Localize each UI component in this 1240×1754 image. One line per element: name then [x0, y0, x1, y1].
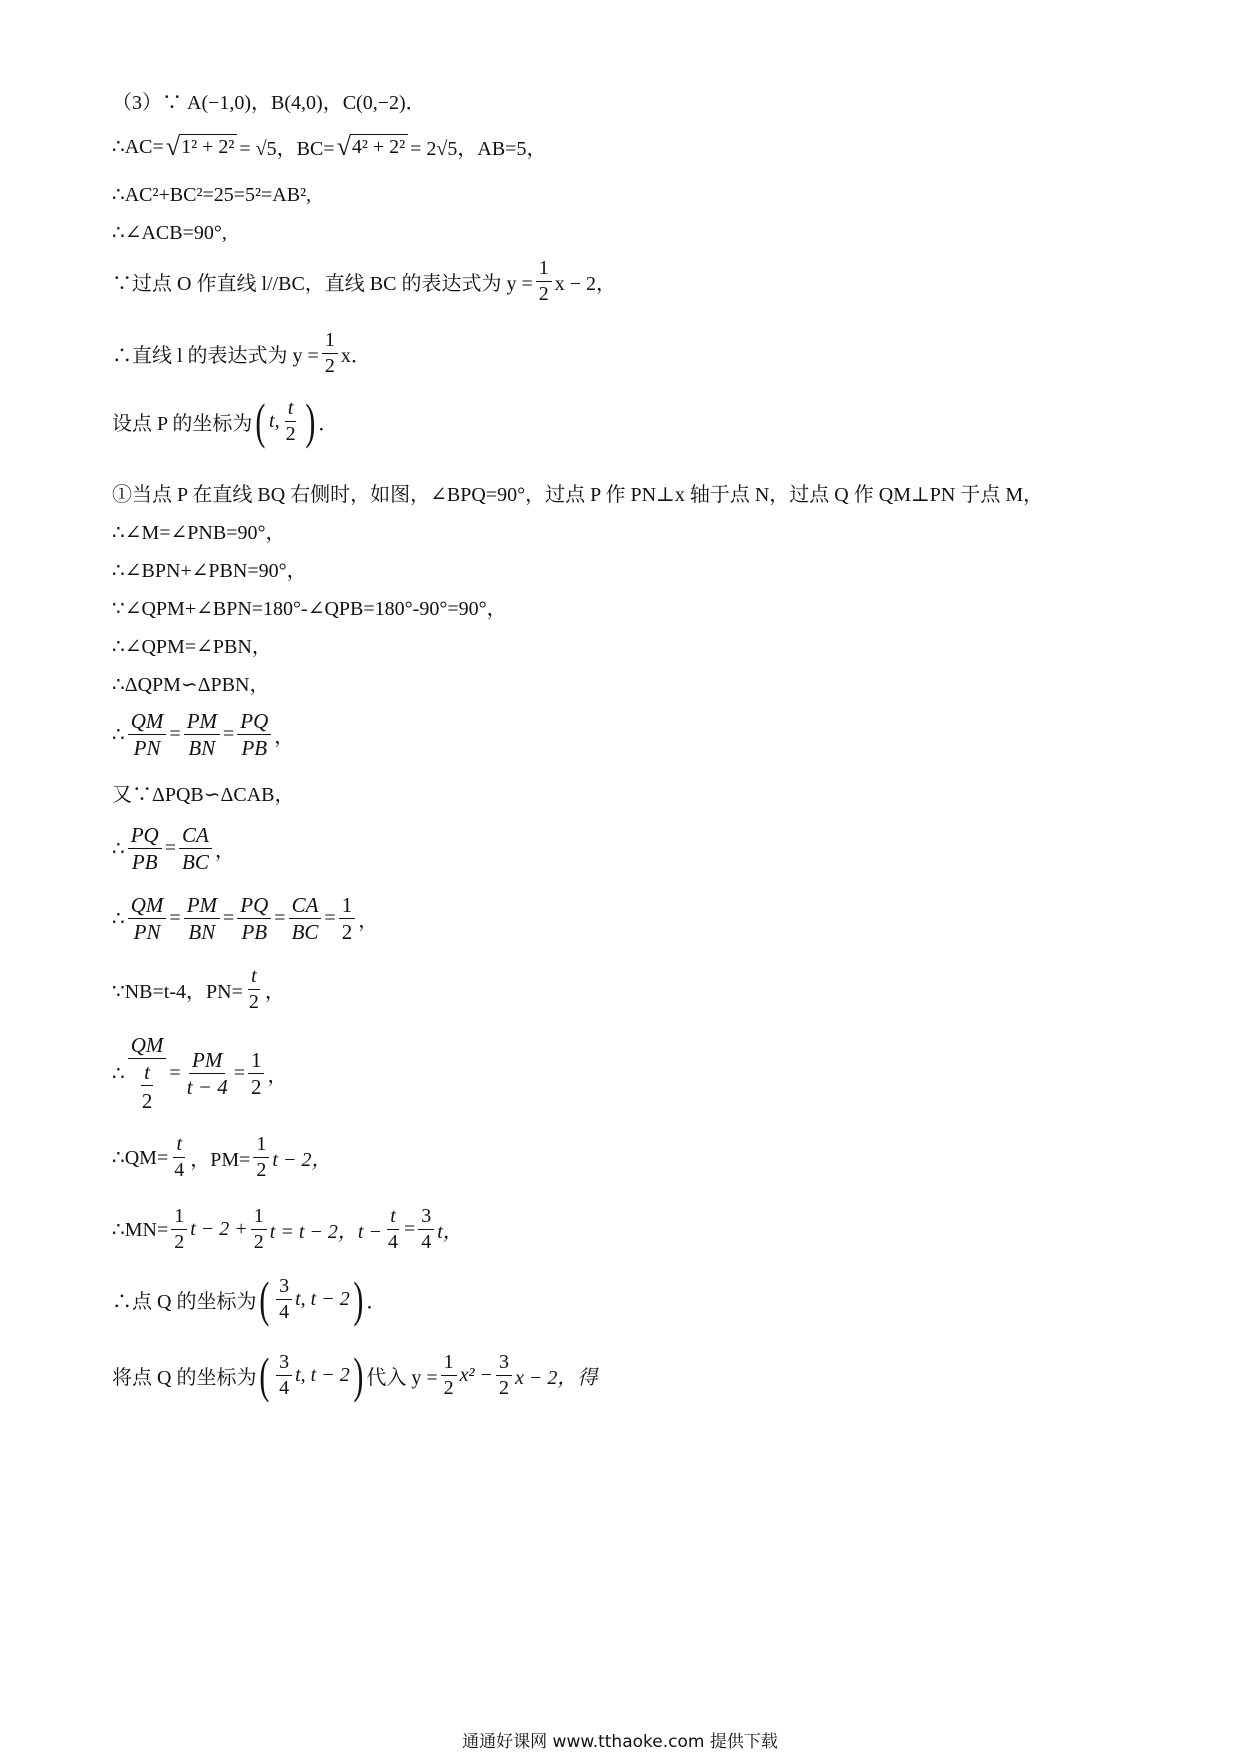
line-pythagoras: ∴AC²+BC²=25=5²=AB²,	[112, 184, 312, 206]
fraction-t-half: $\frac{t}{2}$	[285, 396, 296, 445]
line-step: ∴∠M=∠PNB=90°，	[112, 522, 286, 544]
line-side-lengths: ∴AC= √ 1² + 2² = √5，BC= √ 4² + 2² = 2√5，AB=5，	[112, 131, 547, 161]
line-given-points: （3）∵ A(−1,0)，B(4,0)，C(0,−2)．	[112, 92, 426, 114]
line-point-q: ∴点 Q 的坐标为 ( $\frac{3}{4}$ t, t − 2 ) ．	[112, 1271, 387, 1327]
line-similar-2: 又∵ΔPQB∽ΔCAB，	[112, 784, 295, 806]
line-step: ∴∠QPM=∠PBN，	[112, 636, 272, 658]
line-point-p: 设点 P 的坐标为 ( t, $\frac{t}{2}$ ) ．	[112, 393, 339, 449]
line-mn: ∴MN= $\frac{1}{2}$ t − 2 + $\frac{1}{2}$ t = t − 2，t − $\frac{t}{4}$ = $\frac{3}{4}$ t，	[112, 1205, 463, 1253]
fraction-half: $\frac{1}{2}$	[322, 330, 338, 377]
line-bc-expression: ∵过点 O 作直线 l//BC，直线 BC 的表达式为 y = $\frac{1}{2}$ x − 2，	[112, 257, 617, 305]
footer-source: 通通好课网 www.tthaoke.com 提供下载	[462, 1732, 778, 1752]
line-similar: ∴ΔQPM∽ΔPBN，	[112, 674, 270, 696]
line-step: ∴∠BPN+∠PBN=90°，	[112, 560, 307, 582]
line-nb-pn: ∵NB=t-4，PN= $\frac{t}{2}$ ，	[112, 965, 285, 1013]
line-ratio-1: ∴ $\frac{QM}{PN}$ = $\frac{PM}{BN}$ = $\frac{PQ}{PB}$ ，	[112, 709, 295, 761]
line-qm-pm: ∴QM= $\frac{t}{4}$ ，PM= $\frac{1}{2}$ t − 2，	[112, 1133, 332, 1181]
line-ratio-substituted: ∴ $\frac{QM}{\frac{t}{2}}$ = $\frac{PM}{t - 4}$ = $\frac{1}{2}$ ，	[112, 1033, 288, 1114]
line-step: ∵∠QPM+∠BPN=180°-∠QPB=180°-90°=90°，	[112, 598, 507, 620]
sqrt-ac: √ 1² + 2²	[166, 134, 238, 160]
line-case-one: ①当点 P 在直线 BQ 右侧时，如图，∠BPQ=90°，过点 P 作 PN⊥x 轴于点 N，过点 Q 作 QM⊥PN 于点 M，	[112, 484, 1044, 506]
line-substitute: 将点 Q 的坐标为 ( $\frac{3}{4}$ t, t − 2 ) 代入 y = $\frac{1}{2}$ x² − $\frac{3}{2}$ x − 2，得	[112, 1347, 598, 1403]
line-angle-acb: ∴∠ACB=90°,	[112, 222, 227, 244]
line-l-expression: ∴直线 l 的表达式为 y = $\frac{1}{2}$ x．	[112, 329, 371, 377]
line-ratio-3: ∴ $\frac{QM}{PN}$ = $\frac{PM}{BN}$ = $\frac{PQ}{PB}$ = $\frac{CA}{BC}$ = $\frac{1}{2}$ ，	[112, 893, 379, 945]
line-ratio-2: ∴ $\frac{PQ}{PB}$ = $\frac{CA}{BC}$ ，	[112, 823, 235, 875]
sqrt-bc: √ 4² + 2²	[337, 134, 409, 160]
fraction-half: $\frac{1}{2}$	[536, 258, 552, 305]
